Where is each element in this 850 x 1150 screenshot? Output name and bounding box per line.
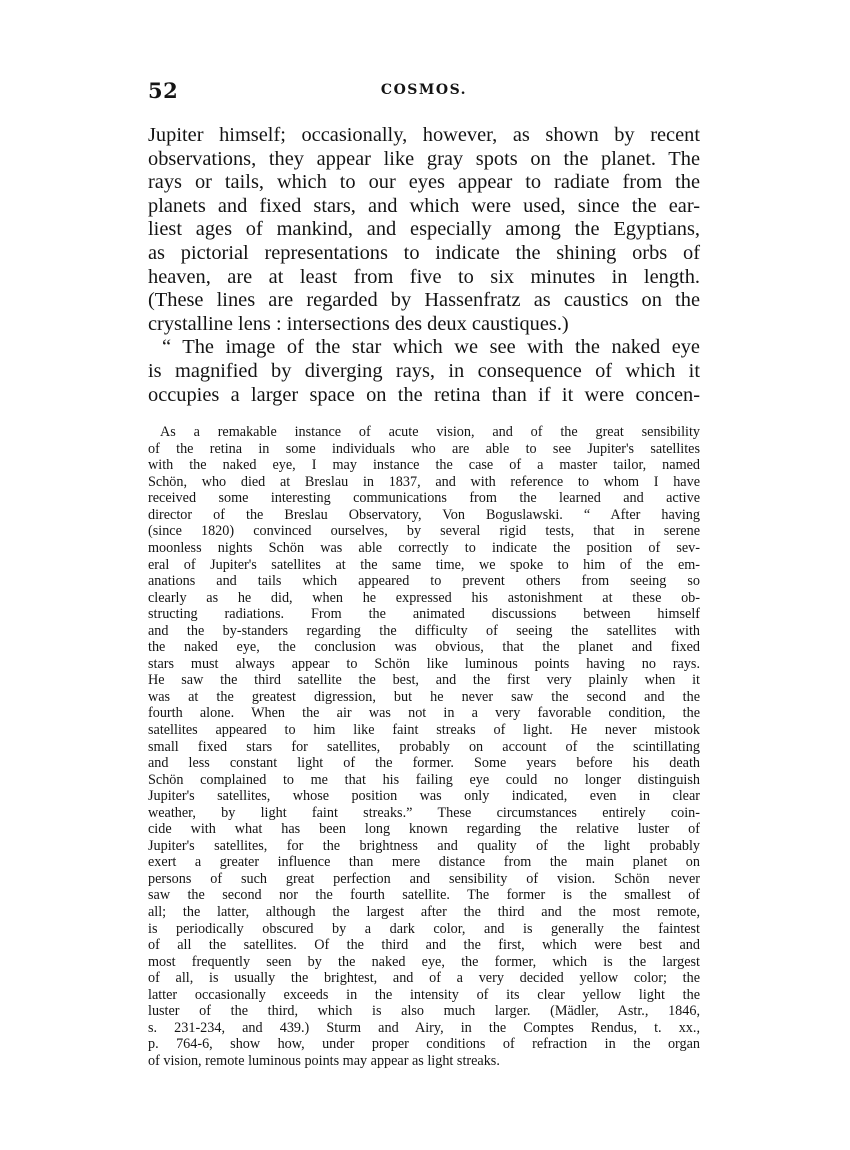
- page-number: 52: [148, 78, 179, 103]
- main-line: rays or tails, which to our eyes appear to radiate from the: [148, 171, 700, 194]
- footnote: [148, 424, 700, 1069]
- footnote-line: with the naked eye, I may instance the case of a master tailor, named: [148, 457, 700, 474]
- main-line: heaven, are at least from five to six minutes in length.: [148, 265, 700, 288]
- footnote-line: weather, by light faint streaks.” These circumstances entirely coin-: [148, 804, 700, 821]
- main-line: occupies a larger space on the retina than if it were concen-: [148, 383, 700, 406]
- main-line: as pictorial representations to indicate the shining orbs of: [148, 241, 700, 264]
- footnote-line: the naked eye, the conclusion was obvious, that the planet and fixed: [148, 639, 700, 656]
- footnote-line: He saw the third satellite the best, and the first very plainly when it: [148, 672, 700, 689]
- footnote-line: most frequently seen by the naked eye, the former, which is the largest: [148, 953, 700, 970]
- footnote-line: luster of the third, which is also much larger. (Mädler, Astr., 1846,: [148, 1003, 700, 1020]
- footnote-line: latter occasionally exceeds in the intensity of its clear yellow light the: [148, 986, 700, 1003]
- footnote-line: of vision, remote luminous points may appear as light streaks.: [148, 1052, 500, 1069]
- main-line: crystalline lens : intersections des deux caustiques.): [148, 312, 569, 335]
- main-line: observations, they appear like gray spots on the planet. The: [148, 147, 700, 170]
- running-title: COSMOS.: [380, 82, 468, 98]
- footnote-line: of all the satellites. Of the third and the first, which were best and: [148, 937, 700, 954]
- footnote-line: stars must always appear to Schön like luminous points having no rays.: [148, 655, 700, 672]
- footnote-line: director of the Breslau Observatory, Von Boguslawski. “ After having: [148, 506, 700, 523]
- footnote-line: clearly as he did, when he expressed his astonishment at these ob-: [148, 589, 700, 606]
- footnote-line: received some interesting communications from the learned and active: [148, 490, 700, 507]
- main-line: is magnified by diverging rays, in consequence of which it: [148, 359, 700, 382]
- footnote-line: all; the latter, although the largest after the third and the most remote,: [148, 903, 700, 920]
- footnote-line: Jupiter's satellites, for the brightness and quality of the light probably: [148, 837, 700, 854]
- book-page: [148, 78, 700, 1069]
- footnote-line: Schön, who died at Breslau in 1837, and with reference to whom I have: [148, 473, 700, 490]
- footnote-line: and less constant light of the former. Some years before his death: [148, 755, 700, 772]
- main-line: “ The image of the star which we see with the naked eye: [162, 336, 700, 359]
- main-line: (These lines are regarded by Hassenfratz as caustics on the: [148, 289, 700, 312]
- main-line: Jupiter himself; occasionally, however, as shown by recent: [148, 124, 700, 146]
- footnote-line: of the retina in some individuals who are able to see Jupiter's satellites: [148, 440, 700, 457]
- footnote-line: was at the greatest digression, but he never saw the second and the: [148, 688, 700, 705]
- footnote-line: anations and tails which appeared to prevent others from seeing so: [148, 573, 700, 590]
- main-line: planets and fixed stars, and which were used, since the ear-: [148, 194, 700, 217]
- footnote-line: p. 764-6, show how, under proper conditions of refraction in the organ: [148, 1036, 700, 1053]
- footnote-line: moonless nights Schön was able correctly to indicate the position of sev-: [148, 539, 700, 556]
- footnote-line: cide with what has been long known regarding the relative luster of: [148, 821, 700, 838]
- footnote-line: structing radiations. From the animated discussions between himself: [148, 606, 700, 623]
- footnote-line: Jupiter's satellites, whose position was only indicated, even in clear: [148, 788, 700, 805]
- footnote-line: small fixed stars for satellites, probably on account of the scintillating: [148, 738, 700, 755]
- footnote-line: fourth alone. When the air was not in a very favorable condition, the: [148, 705, 700, 722]
- footnote-line: exert a greater influence than mere distance from the main planet on: [148, 854, 700, 871]
- footnote-line: As a remakable instance of acute vision, and of the great sensibility: [160, 424, 700, 441]
- footnote-line: eral of Jupiter's satellites at the same time, we spoke to him of the em-: [148, 556, 700, 573]
- footnote-line: (since 1820) convinced ourselves, by several rigid tests, that in serene: [148, 523, 700, 540]
- footnote-line: Schön complained to me that his failing eye could no longer distinguish: [148, 771, 700, 788]
- main-text: [148, 124, 700, 407]
- footnote-line: saw the second nor the fourth satellite. The former is the smallest of: [148, 887, 700, 904]
- main-line: liest ages of mankind, and especially among the Egyptians,: [148, 218, 700, 241]
- footnote-line: of all, is usually the brightest, and of a very decided yellow color; the: [148, 970, 700, 987]
- footnote-line: persons of such great perfection and sensibility of vision. Schön never: [148, 870, 700, 887]
- footnote-line: and the by-standers regarding the difficulty of seeing the satellites with: [148, 622, 700, 639]
- page-header: [148, 78, 700, 108]
- footnote-line: is periodically obscured by a dark color, and is generally the faintest: [148, 920, 700, 937]
- footnote-line: satellites appeared to him like faint streaks of light. He never mistook: [148, 721, 700, 738]
- footnote-line: s. 231-234, and 439.) Sturm and Airy, in the Comptes Rendus, t. xx.,: [148, 1019, 700, 1036]
